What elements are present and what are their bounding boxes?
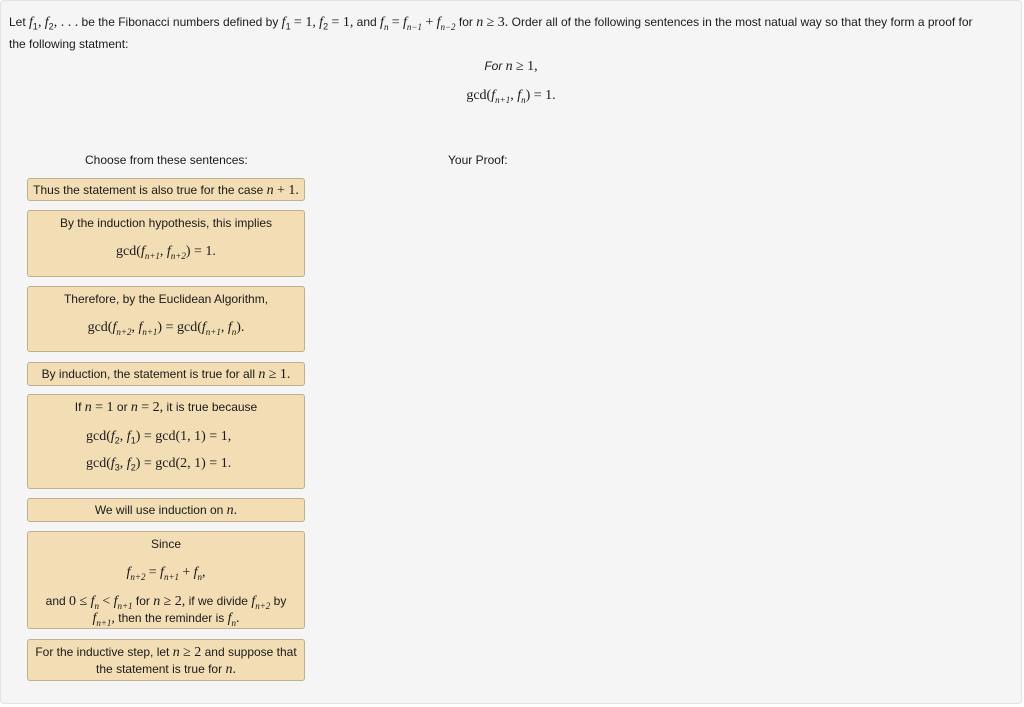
card-conclusion[interactable]: By induction, the statement is true for all n ≥ 1. <box>27 362 305 386</box>
card-euclidean[interactable]: Therefore, by the Euclidean Algorithm, $\gcd(f_{n+2}$, $f_{n+1}) = \gcd(f_{n+1}$, $f_n$). <box>27 286 305 352</box>
card-inductive-step[interactable]: For the inductive step, let n ≥ 2 and suppose that the statement is true for n. <box>27 639 305 681</box>
card-text: We will use induction on <box>94 503 224 517</box>
q-intro: Let <box>9 15 26 29</box>
card-since[interactable]: Since $f_{n+2} = f_{n+1} + f_n$, and $0 \le f_n < f_{n+1}$ for n ≥ 2, if we divide $f_{n+2}$ by $f_{n+1}$, then the reminder is $f_n$. <box>27 531 305 629</box>
card-text: Thus the statement is also true for the case <box>33 183 264 197</box>
q-text-5: the following statment: <box>9 36 129 51</box>
card-use-induction[interactable]: We will use induction on n. <box>27 498 305 522</box>
q-text-2: and <box>356 15 377 29</box>
choose-heading: Choose from these sentences: <box>85 153 248 167</box>
card-base-case[interactable]: If n = 1 or n = 2, it is true because $\gcd(f_2$, $f_1) = \gcd(1$, 1) = 1, $\gcd(f_3$, $f_2) = \gcd(2$, 1) = 1. <box>27 394 305 489</box>
card-text: By the induction hypothesis, this implies <box>59 216 273 230</box>
proof-heading: Your Proof: <box>448 153 508 167</box>
card-text: By induction, the statement is true for all <box>41 367 256 381</box>
proof-dropzone[interactable] <box>441 173 1001 683</box>
card-case-n-plus-1[interactable]: Thus the statement is also true for the case n + 1. <box>27 178 305 201</box>
question-text: Let $f_1$, $f_2$, . . . be the Fibonacci numbers defined by $f_1 = 1$, $f_2 = 1$, and $f_n = f_{n-1} + f_{n-2}$ for n ≥ 3. Order all of the following sentences in the most natual way so that they form a proof for the following statment: <box>9 15 973 51</box>
statement-line-1: For n ≥ 1, <box>484 59 538 74</box>
card-induction-hypothesis[interactable]: By the induction hypothesis, this implies $\gcd(f_{n+1}$, $f_{n+2}) = 1$. <box>27 210 305 277</box>
statement-line-2: $\gcd(f_{n+1}$, $f_n) = 1$. <box>466 88 556 105</box>
card-text: Therefore, by the Euclidean Algorithm, <box>63 292 269 306</box>
q-text-4: Order all of the following sentences in the most natual way so that they form a proof for <box>511 15 973 29</box>
q-text-3: for <box>458 15 473 29</box>
q-text-1: be the Fibonacci numbers defined by <box>81 15 279 29</box>
